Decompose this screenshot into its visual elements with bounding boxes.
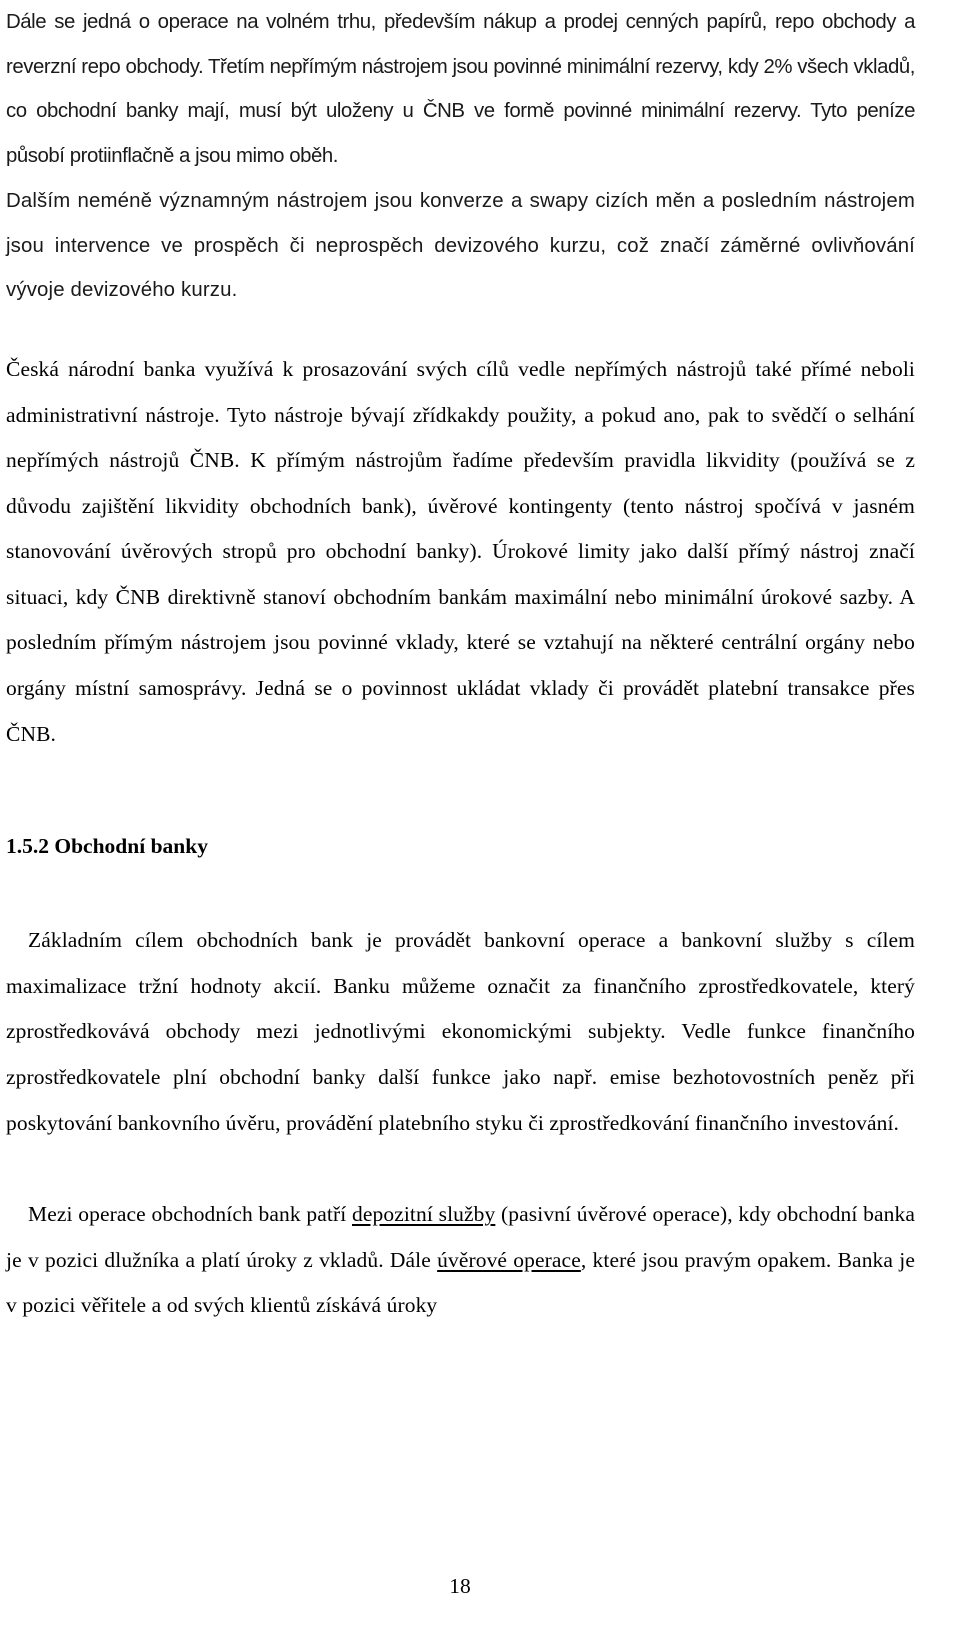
paragraph-bank-operations	[6, 1192, 915, 1329]
paragraph-open-market-operations: Dále se jedná o operace na volném trhu, především nákup a prodej cenných papírů, repo obchody a reverzní repo obchody. Třetím nepřímým nástrojem jsou povinné minimální rezervy, kdy 2% všech vkladů, co obchodní banky mají, musí být uloženy u ČNB ve formě povinné minimální rezervy. Tyto peníze působí protiinflačně a jsou mimo oběh.	[6, 11, 915, 168]
paragraph-cnb-direct-tools: Česká národní banka využívá k prosazování svých cílů vedle nepřímých nástrojů také přímé neboli administrativní nástroje. Tyto nástroje bývají zřídkakdy použity, a pokud ano, pak to svědčí o selhání nepřímých nástrojů ČNB. K přímým nástrojům řadíme především pravidla likvidity (používá se z důvodu zajištění likvidity obchodních bank), úvěrové kontingenty (tento nástroj spočívá v jasném stanovování úvěrových stropů pro obchodní banky). Úrokové limity jako další přímý nástroj značí situaci, kdy ČNB direktivně stanoví obchodním bankám maximální nebo minimální úrokové sazby. A posledním přímým nástrojem jsou povinné vklady, které se vztahují na některé centrální orgány nebo orgány místní samosprávy. Jedná se o povinnost ukládat vklady či provádět platební transakce přes ČNB.	[6, 356, 915, 746]
bank-ops-text-3: , které jsou pravým opakem. Banka je v pozici věřitele a od svých klientů získává úroky	[6, 1247, 915, 1318]
bank-ops-text-2: (pasivní úvěrové operace), kdy obchodní banka je v pozici dlužníka a platí úroky z vkladů. Dále	[6, 1202, 915, 1272]
credit-operations-link[interactable]: úvěrové operace	[437, 1247, 581, 1272]
paragraph-currency-swaps-interventions: Dalším neméně významným nástrojem jsou konverze a swapy cizích měn a posledním nástrojem jsou intervence ve prospěch či neprospěch devizového kurzu, což značí záměrné ovlivňování vývoje devizového kurzu.	[6, 189, 915, 302]
page-number: 18	[449, 1574, 471, 1598]
section-heading: 1.5.2 Obchodní banky	[6, 834, 208, 859]
paragraph-commercial-banks-goal: Základním cílem obchodních bank je provádět bankovní operace a bankovní služby s cílem maximalizace tržní hodnoty akcií. Banku můžeme označit za finančního zprostředkovatele, který zprostředkovává obchody mezi jednotlivými ekonomickými subjekty. Vedle funkce finančního zprostředkovatele plní obchodní banky další funkce jako např. emise bezhotovostních peněz při poskytování bankovního úvěru, provádění platebního styku či zprostředkování finančního investování.	[6, 928, 915, 1135]
bank-ops-text-1: Mezi operace obchodních bank patří	[28, 1202, 352, 1227]
document-body	[6, 0, 915, 1329]
deposit-services-link[interactable]: depozitní služby	[352, 1202, 496, 1227]
